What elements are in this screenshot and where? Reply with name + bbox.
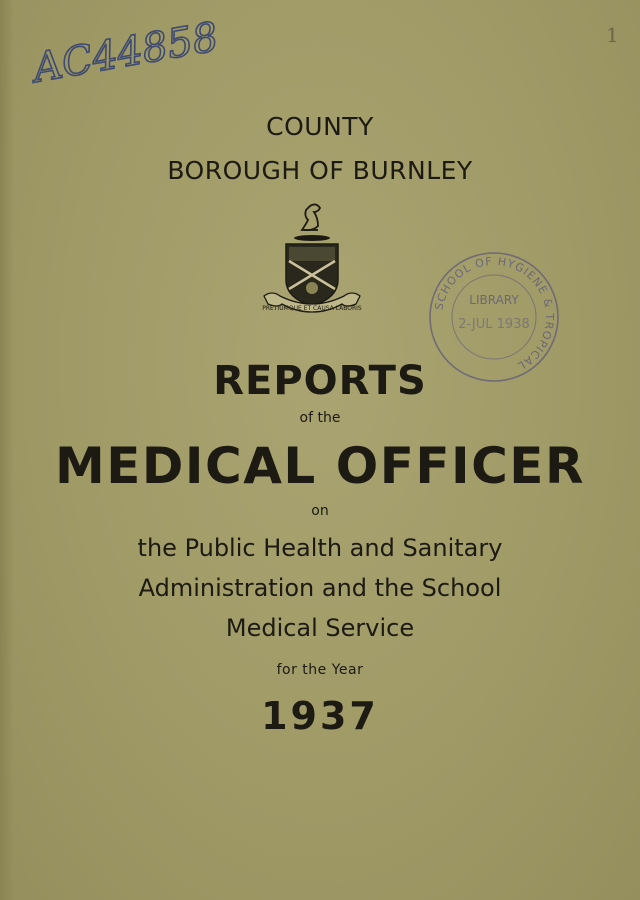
title-medical-officer: MEDICAL OFFICER <box>55 437 585 495</box>
description-line-1: the Public Health and Sanitary <box>137 534 503 562</box>
coat-of-arms-icon <box>258 200 366 328</box>
corner-mark-text: 1 <box>606 23 619 47</box>
for-the-year-text: for the Year <box>276 662 364 678</box>
svg-text:SCHOOL OF HYGIENE & TROPICAL <box>432 255 556 373</box>
handwritten-reference-text: AC44858 <box>30 14 222 92</box>
stamp-ring-text: SCHOOL OF HYGIENE & TROPICAL <box>432 254 557 373</box>
stamp-date: 2-JUL 1938 <box>458 317 530 332</box>
stamp-center-label: LIBRARY <box>469 293 519 307</box>
heading-county: COUNTY <box>266 112 374 141</box>
motto-text: PRETIUMQUE ET CAUSA LABORIS <box>262 305 362 312</box>
handwritten-reference <box>30 4 250 99</box>
description-line-3: Medical Service <box>225 614 415 642</box>
description-line-2: Administration and the School <box>138 574 502 602</box>
report-year: 1937 <box>261 694 379 738</box>
corner-pencil-mark <box>602 20 622 50</box>
heading-borough: BOROUGH OF BURNLEY <box>167 156 473 185</box>
on-text: on <box>311 503 329 519</box>
of-the-text: of the <box>299 410 341 426</box>
title-reports: REPORTS <box>213 358 427 404</box>
